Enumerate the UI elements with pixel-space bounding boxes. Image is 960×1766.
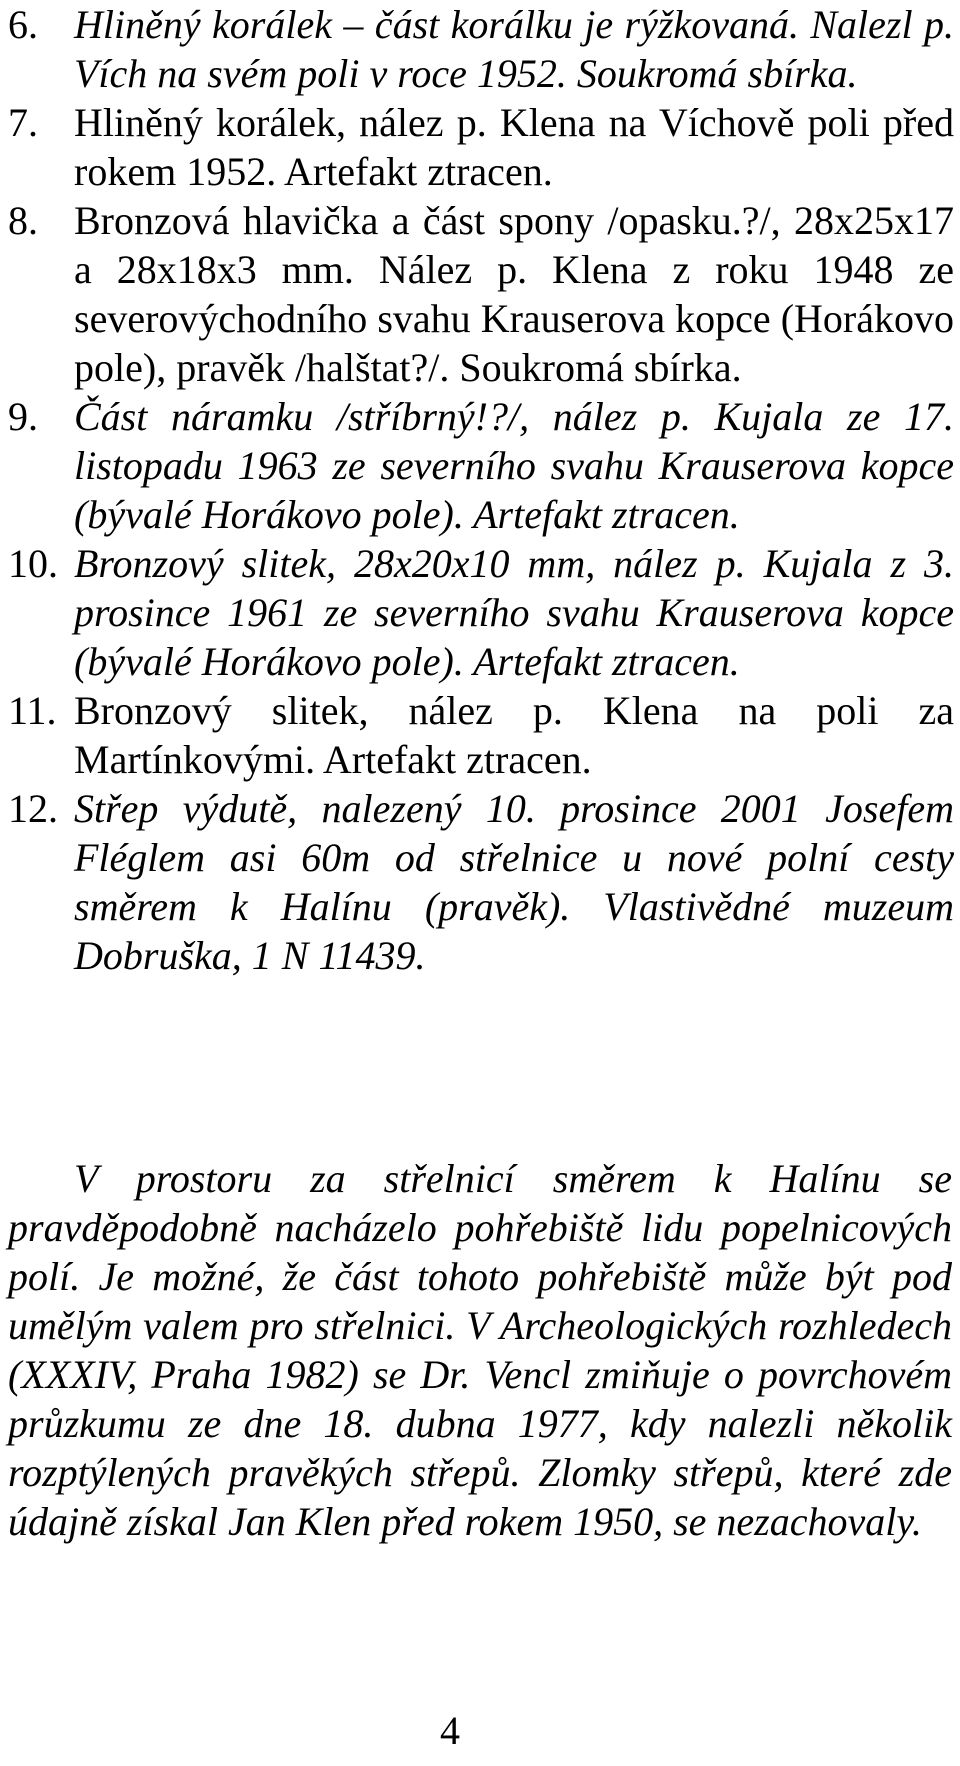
list-item (8, 196, 958, 392)
list-item-number: 12. (8, 786, 58, 831)
list-item-text: Bronzový slitek, nález p. Klena na poli za Martínkovými. Artefakt ztracen. (74, 688, 954, 782)
list-item-number: 10. (8, 541, 58, 586)
list-item-number: 11. (8, 688, 57, 733)
list-item-number: 9. (8, 394, 38, 439)
list-item (8, 0, 958, 98)
list-item (8, 784, 958, 980)
list-item (8, 392, 958, 539)
list-item-text: Hliněný korálek, nález p. Klena na Víchově poli před rokem 1952. Artefakt ztracen. (74, 100, 954, 194)
list-item-number: 7. (8, 100, 38, 145)
body-paragraph: V prostoru za střelnicí směrem k Halínu se pravděpodobně nacházelo pohřebiště lidu popelnicových polí. Je možné, že část tohoto pohřebiště může být pod umělým valem pro střelnici. V Archeologických rozhledech (XXXIV, Praha 1982) se Dr. Vencl zmiňuje o povrchovém průzkumu ze dne 18. dubna 1977, kdy nalezli několik rozptýlených pravěkých střepů. Zlomky střepů, které zde údajně získal Jan Klen před rokem 1950, se nezachovaly. (8, 1156, 952, 1544)
list-item-number: 6. (8, 2, 38, 47)
list-item-text: Střep výdutě, nalezený 10. prosince 2001 Josefem Fléglem asi 60m od střelnice u nové polní cesty směrem k Halínu (pravěk). Vlastivědné muzeum Dobruška, 1 N 11439. (74, 786, 954, 978)
list-item (8, 98, 958, 196)
list-item-text: Část náramku /stříbrný!?/, nález p. Kujala ze 17. listopadu 1963 ze severního svahu Krauserova kopce (bývalé Horákovo pole). Artefakt ztracen. (74, 394, 954, 537)
list-item-text: Bronzový slitek, 28x20x10 mm, nález p. Kujala z 3. prosince 1961 ze severního svahu Krauserova kopce (bývalé Horákovo pole). Artefakt ztracen. (74, 541, 954, 684)
list-item-number: 8. (8, 198, 38, 243)
list-item-text: Hliněný korálek – část korálku je rýžkovaná. Nalezl p. Vích na svém poli v roce 1952. Soukromá sbírka. (74, 2, 954, 96)
page-number: 4 (440, 1708, 460, 1753)
artifact-list (8, 0, 958, 980)
list-item (8, 686, 958, 784)
list-item (8, 539, 958, 686)
list-item-text: Bronzová hlavička a část spony /opasku.?/, 28x25x17 a 28x18x3 mm. Nález p. Klena z roku 1948 ze severovýchodního svahu Krauserova kopce (Horákovo pole), pravěk /halštat?/. Soukromá sbírka. (74, 198, 954, 390)
